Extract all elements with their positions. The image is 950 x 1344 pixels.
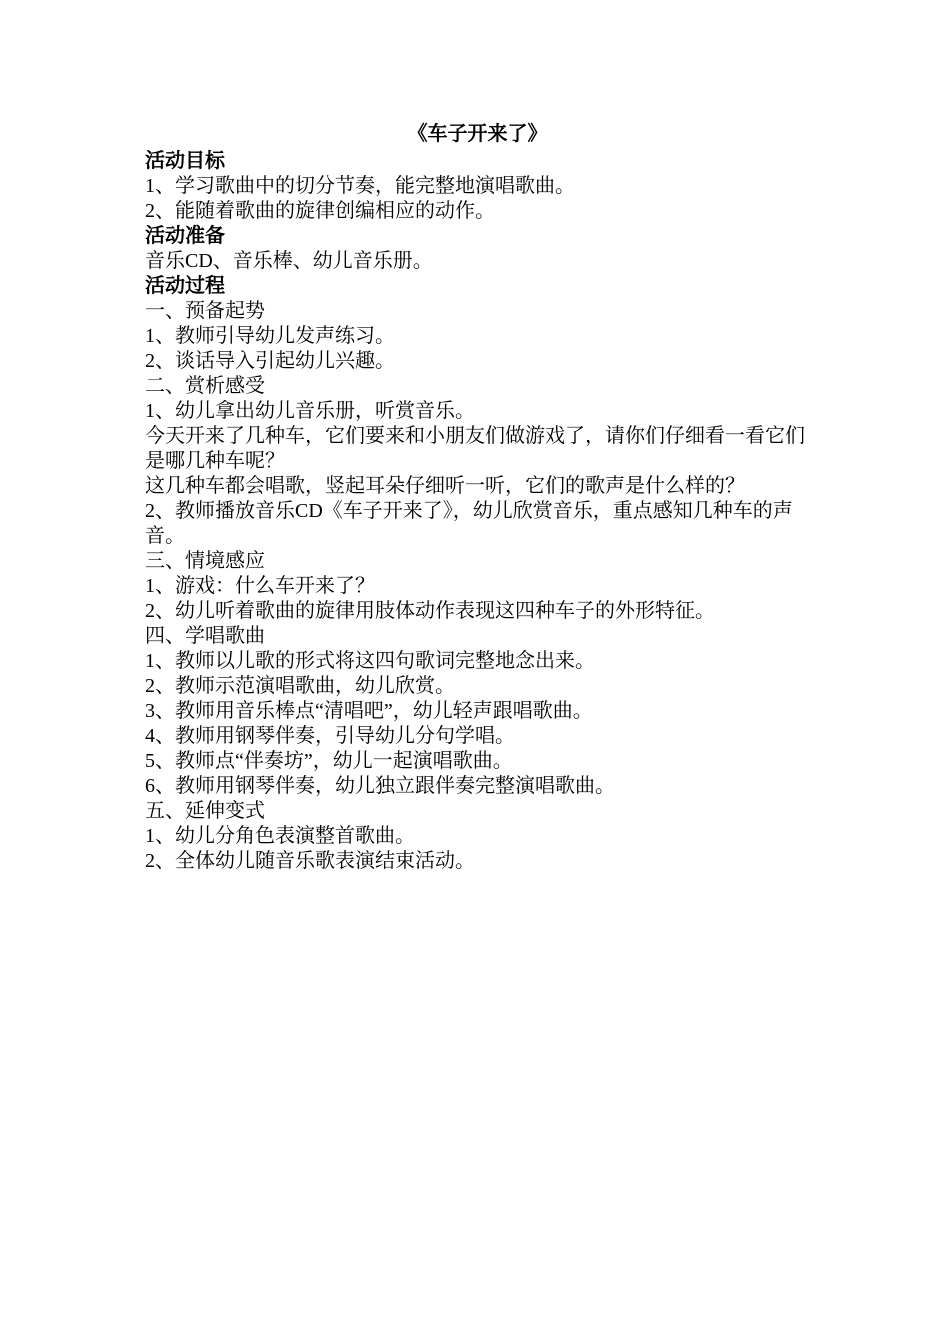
process-line: 2、教师示范演唱歌曲，幼儿欣赏。: [145, 675, 455, 697]
process-line: 1、幼儿分角色表演整首歌曲。: [145, 825, 415, 847]
process-line: 这几种车都会唱歌，竖起耳朵仔细听一听，它们的歌声是什么样的？: [145, 475, 745, 497]
process-line: 1、教师以儿歌的形式将这四句歌词完整地念出来。: [145, 650, 595, 672]
process-line: 1、教师引导幼儿发声练习。: [145, 325, 395, 347]
process-line: 2、教师播放音乐CD《车子开来了》，幼儿欣赏音乐，重点感知几种车的声音。: [145, 500, 793, 547]
process-line: 2、全体幼儿随音乐歌表演结束活动。: [145, 850, 475, 872]
prep-line: 音乐CD、音乐棒、幼儿音乐册。: [145, 250, 433, 272]
process-line: 6、教师用钢琴伴奏，幼儿独立跟伴奏完整演唱歌曲。: [145, 775, 615, 797]
section-heading-prep: 活动准备: [145, 225, 225, 247]
goal-line: 1、学习歌曲中的切分节奏，能完整地演唱歌曲。: [145, 175, 575, 197]
process-line: 三、情境感应: [145, 550, 265, 572]
goal-line: 2、能随着歌曲的旋律创编相应的动作。: [145, 200, 495, 222]
process-line: 1、游戏：什么车开来了？: [145, 575, 375, 597]
process-line: 五、延伸变式: [145, 800, 265, 822]
process-line: 今天开来了几种车，它们要来和小朋友们做游戏了，请你们仔细看一看它们是哪几种车呢？: [145, 425, 805, 472]
document-page: [145, 122, 810, 874]
process-line: 一、预备起势: [145, 300, 265, 322]
section-goals: [145, 149, 810, 224]
process-line: 3、教师用音乐棒点“清唱吧”，幼儿轻声跟唱歌曲。: [145, 700, 593, 722]
section-prep: [145, 224, 810, 274]
process-line: 5、教师点“伴奏坊”，幼儿一起演唱歌曲。: [145, 750, 513, 772]
process-line: 四、学唱歌曲: [145, 625, 265, 647]
section-heading-process: 活动过程: [145, 275, 225, 297]
process-line: 1、幼儿拿出幼儿音乐册，听赏音乐。: [145, 400, 475, 422]
process-line: 2、谈话导入引起幼儿兴趣。: [145, 350, 395, 372]
process-line: 4、教师用钢琴伴奏，引导幼儿分句学唱。: [145, 725, 515, 747]
document-title: 《车子开来了》: [407, 123, 548, 145]
process-line: 二、赏析感受: [145, 375, 265, 397]
section-process: [145, 274, 810, 874]
section-heading-goals: 活动目标: [145, 150, 225, 172]
process-line: 2、幼儿听着歌曲的旋律用肢体动作表现这四种车子的外形特征。: [145, 600, 715, 622]
